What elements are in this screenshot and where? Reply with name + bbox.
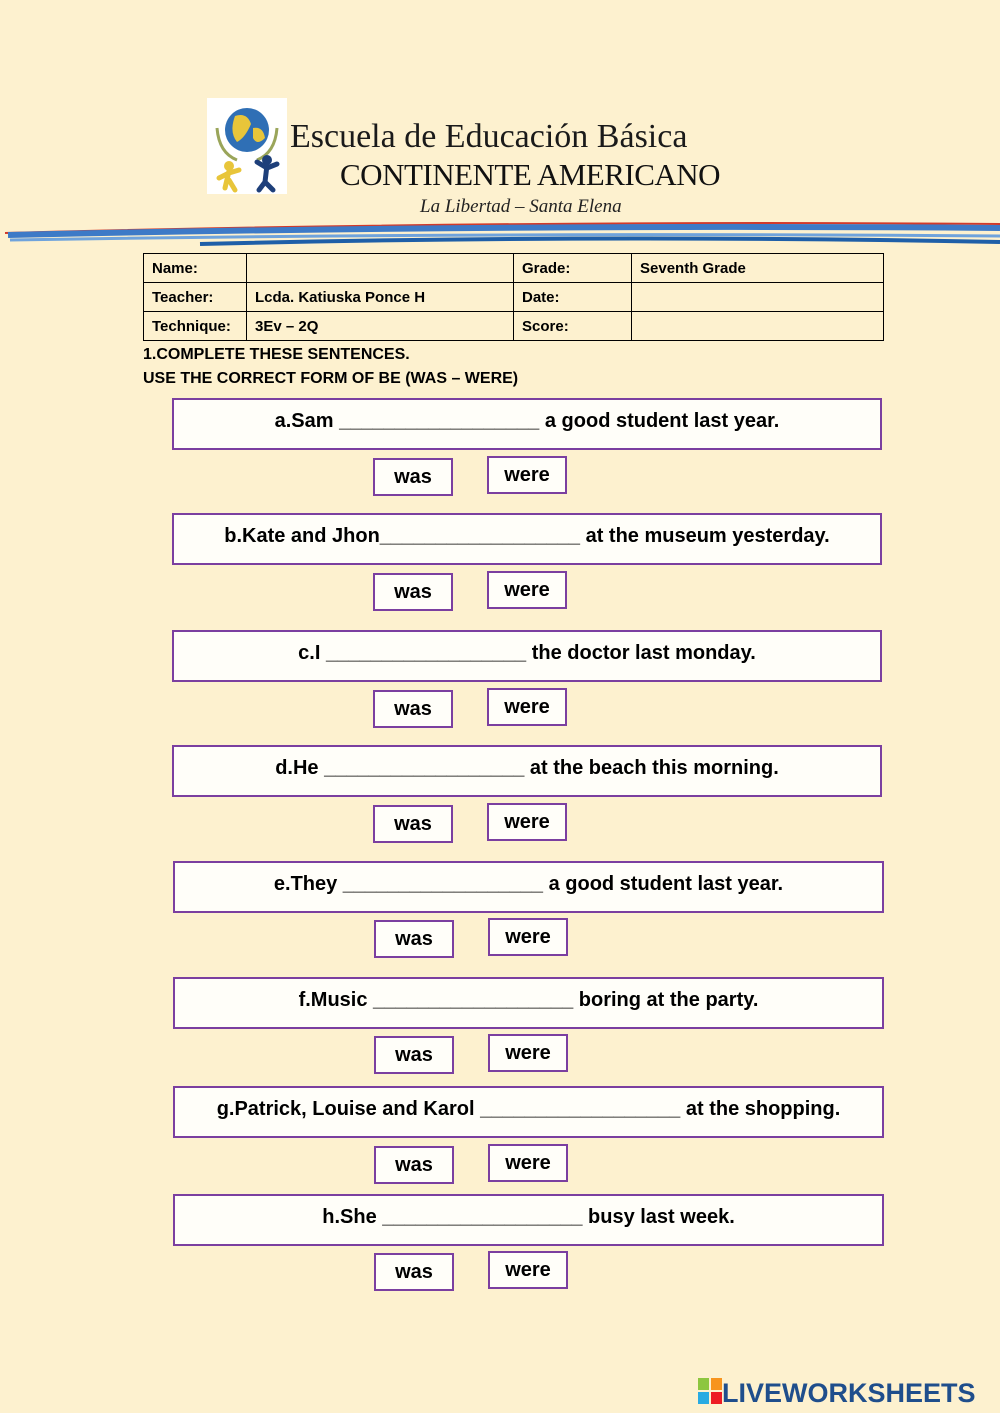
sentence-h: h.She __________________ busy last week. [173, 1194, 884, 1246]
option-g-was[interactable]: was [374, 1146, 454, 1184]
instruction-line1: 1.COMPLETE THESE SENTENCES. [143, 346, 410, 363]
sentence-c: c.I __________________ the doctor last monday. [172, 630, 882, 682]
student-info-table [143, 253, 884, 341]
sentence-g: g.Patrick, Louise and Karol __________________ at the shopping. [173, 1086, 884, 1138]
name-field[interactable] [247, 254, 514, 283]
school-name-line2: CONTINENTE AMERICANO [340, 157, 721, 192]
option-h-were[interactable]: were [488, 1251, 568, 1289]
option-b-was[interactable]: was [373, 573, 453, 611]
sentence-b: b.Kate and Jhon__________________ at the museum yesterday. [172, 513, 882, 565]
option-b-were[interactable]: were [487, 571, 567, 609]
option-a-was[interactable]: was [373, 458, 453, 496]
liveworksheets-logo-icon [698, 1378, 722, 1409]
option-d-were[interactable]: were [487, 803, 567, 841]
option-d-was[interactable]: was [373, 805, 453, 843]
footer-brand [698, 1376, 976, 1410]
grade-value: Seventh Grade [632, 254, 884, 283]
sentence-e: e.They __________________ a good student last year. [173, 861, 884, 913]
instruction-line2: USE THE CORRECT FORM OF BE (WAS – WERE) [143, 370, 519, 387]
score-field [632, 312, 884, 341]
header-banner-stripes [0, 218, 1000, 248]
option-e-were[interactable]: were [488, 918, 568, 956]
option-h-was[interactable]: was [374, 1253, 454, 1291]
sentence-d: d.He __________________ at the beach this morning. [172, 745, 882, 797]
name-label: Name: [144, 254, 247, 283]
school-name-line1: Escuela de Educación Básica [290, 118, 688, 155]
date-field[interactable] [632, 283, 884, 312]
teacher-label: Teacher: [144, 283, 247, 312]
sentence-f: f.Music __________________ boring at the party. [173, 977, 884, 1029]
footer-brand-text: LIVEWORKSHEETS [722, 1377, 976, 1408]
score-label: Score: [514, 312, 632, 341]
option-c-was[interactable]: was [373, 690, 453, 728]
option-e-was[interactable]: was [374, 920, 454, 958]
option-f-were[interactable]: were [488, 1034, 568, 1072]
sentence-a: a.Sam __________________ a good student last year. [172, 398, 882, 450]
technique-label: Technique: [144, 312, 247, 341]
technique-value: 3Ev – 2Q [247, 312, 514, 341]
option-c-were[interactable]: were [487, 688, 567, 726]
school-logo [207, 98, 287, 194]
date-label: Date: [514, 283, 632, 312]
teacher-value: Lcda. Katiuska Ponce H [247, 283, 514, 312]
school-location: La Libertad – Santa Elena [420, 196, 622, 217]
grade-label: Grade: [514, 254, 632, 283]
option-f-was[interactable]: was [374, 1036, 454, 1074]
option-g-were[interactable]: were [488, 1144, 568, 1182]
option-a-were[interactable]: were [487, 456, 567, 494]
